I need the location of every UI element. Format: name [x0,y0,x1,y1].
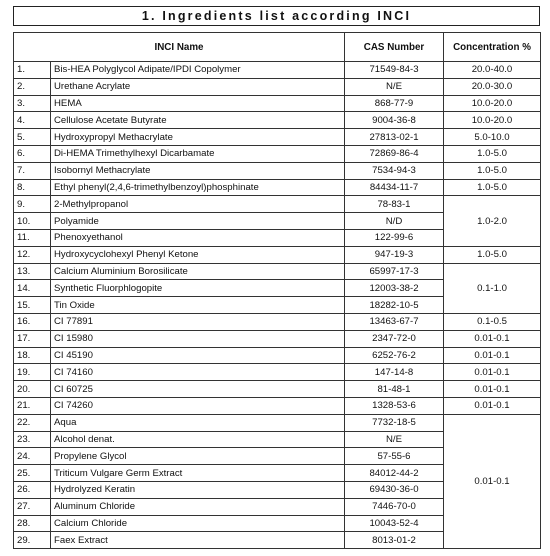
concentration-cell: 1.0-5.0 [444,179,541,196]
cas-number-cell: 65997-17-3 [345,263,444,280]
inci-name-cell: Urethane Acrylate [51,78,345,95]
inci-name-cell: Ethyl phenyl(2,4,6-trimethylbenzoyl)phosphinate [51,179,345,196]
cas-number-cell: 27813-02-1 [345,129,444,146]
cas-number-cell: N/E [345,431,444,448]
table-row [14,313,541,330]
concentration-cell: 20.0-30.0 [444,78,541,95]
row-number: 18. [14,347,51,364]
row-number: 4. [14,112,51,129]
inci-name-cell: CI 74160 [51,364,345,381]
table-row [14,196,541,213]
table-row [14,263,541,280]
row-number: 5. [14,129,51,146]
row-number: 25. [14,465,51,482]
table-row [14,162,541,179]
inci-name-cell: Synthetic Fluorphlogopite [51,280,345,297]
row-number: 15. [14,297,51,314]
concentration-cell: 0.01-0.1 [444,330,541,347]
inci-name-cell: Aqua [51,414,345,431]
table-row [14,145,541,162]
table-row [14,112,541,129]
table-row [14,246,541,263]
row-number: 11. [14,229,51,246]
row-number: 28. [14,515,51,532]
concentration-cell: 0.01-0.1 [444,414,541,548]
row-number: 23. [14,431,51,448]
cas-number-cell: 122-99-6 [345,229,444,246]
cas-number-cell: 81-48-1 [345,381,444,398]
row-number: 17. [14,330,51,347]
row-number: 13. [14,263,51,280]
concentration-cell: 20.0-40.0 [444,62,541,79]
inci-name-cell: Polyamide [51,213,345,230]
row-number: 22. [14,414,51,431]
cas-number-cell: 57-55-6 [345,448,444,465]
inci-name-cell: Hydrolyzed Keratin [51,481,345,498]
cas-number-cell: 18282-10-5 [345,297,444,314]
inci-name-cell: 2-Methylpropanol [51,196,345,213]
concentration-cell: 0.1-1.0 [444,263,541,313]
table-row [14,62,541,79]
cas-number-cell: 7446-70-0 [345,498,444,515]
concentration-cell: 10.0-20.0 [444,112,541,129]
row-number: 6. [14,145,51,162]
concentration-cell: 5.0-10.0 [444,129,541,146]
row-number: 20. [14,381,51,398]
row-number: 21. [14,397,51,414]
concentration-cell: 0.01-0.1 [444,364,541,381]
row-number: 26. [14,481,51,498]
header-inci-name: INCI Name [14,33,345,62]
concentration-cell: 0.01-0.1 [444,347,541,364]
row-number: 27. [14,498,51,515]
inci-name-cell: HEMA [51,95,345,112]
table-header-row [14,33,541,62]
table-row [14,129,541,146]
cas-number-cell: 69430-36-0 [345,481,444,498]
table-row [14,364,541,381]
inci-name-cell: CI 77891 [51,313,345,330]
cas-number-cell: 10043-52-4 [345,515,444,532]
row-number: 10. [14,213,51,230]
table-row [14,95,541,112]
cas-number-cell: 147-14-8 [345,364,444,381]
inci-name-cell: Phenoxyethanol [51,229,345,246]
row-number: 2. [14,78,51,95]
cas-number-cell: 947-19-3 [345,246,444,263]
ingredients-table [13,32,541,549]
cas-number-cell: 7732-18-5 [345,414,444,431]
inci-name-cell: Tin Oxide [51,297,345,314]
table-row [14,414,541,431]
cas-number-cell: 84434-11-7 [345,179,444,196]
cas-number-cell: 72869-86-4 [345,145,444,162]
row-number: 24. [14,448,51,465]
cas-number-cell: 13463-67-7 [345,313,444,330]
concentration-cell: 1.0-2.0 [444,196,541,246]
inci-name-cell: Bis-HEA Polyglycol Adipate/IPDI Copolymer [51,62,345,79]
cas-number-cell: 12003-38-2 [345,280,444,297]
inci-name-cell: Hydroxypropyl Methacrylate [51,129,345,146]
inci-name-cell: Calcium Aluminium Borosilicate [51,263,345,280]
cas-number-cell: 71549-84-3 [345,62,444,79]
row-number: 29. [14,532,51,549]
row-number: 19. [14,364,51,381]
table-body [14,62,541,549]
header-concentration: Concentration % [444,33,541,62]
inci-name-cell: Aluminum Chloride [51,498,345,515]
table-row [14,179,541,196]
row-number: 12. [14,246,51,263]
row-number: 9. [14,196,51,213]
table-row [14,397,541,414]
cas-number-cell: 7534-94-3 [345,162,444,179]
row-number: 8. [14,179,51,196]
inci-name-cell: Alcohol denat. [51,431,345,448]
header-cas-number: CAS Number [345,33,444,62]
inci-name-cell: Faex Extract [51,532,345,549]
cas-number-cell: N/E [345,78,444,95]
cas-number-cell: 6252-76-2 [345,347,444,364]
cas-number-cell: 9004-36-8 [345,112,444,129]
cas-number-cell: 84012-44-2 [345,465,444,482]
inci-name-cell: Cellulose Acetate Butyrate [51,112,345,129]
section-title: 1. Ingredients list according INCI [13,6,540,26]
inci-name-cell: Di-HEMA Trimethylhexyl Dicarbamate [51,145,345,162]
cas-number-cell: N/D [345,213,444,230]
table-row [14,347,541,364]
concentration-cell: 0.01-0.1 [444,381,541,398]
inci-name-cell: Triticum Vulgare Germ Extract [51,465,345,482]
cas-number-cell: 868-77-9 [345,95,444,112]
concentration-cell: 0.1-0.5 [444,313,541,330]
concentration-cell: 1.0-5.0 [444,246,541,263]
concentration-cell: 1.0-5.0 [444,162,541,179]
inci-name-cell: CI 74260 [51,397,345,414]
concentration-cell: 1.0-5.0 [444,145,541,162]
inci-name-cell: CI 60725 [51,381,345,398]
table-row [14,381,541,398]
inci-name-cell: CI 45190 [51,347,345,364]
row-number: 1. [14,62,51,79]
table-row [14,330,541,347]
cas-number-cell: 1328-53-6 [345,397,444,414]
row-number: 14. [14,280,51,297]
inci-name-cell: Hydroxycyclohexyl Phenyl Ketone [51,246,345,263]
cas-number-cell: 8013-01-2 [345,532,444,549]
cas-number-cell: 2347-72-0 [345,330,444,347]
inci-name-cell: Propylene Glycol [51,448,345,465]
inci-name-cell: Calcium Chloride [51,515,345,532]
table-row [14,78,541,95]
concentration-cell: 10.0-20.0 [444,95,541,112]
inci-name-cell: CI 15980 [51,330,345,347]
row-number: 7. [14,162,51,179]
concentration-cell: 0.01-0.1 [444,397,541,414]
row-number: 16. [14,313,51,330]
cas-number-cell: 78-83-1 [345,196,444,213]
row-number: 3. [14,95,51,112]
inci-name-cell: Isobornyl Methacrylate [51,162,345,179]
